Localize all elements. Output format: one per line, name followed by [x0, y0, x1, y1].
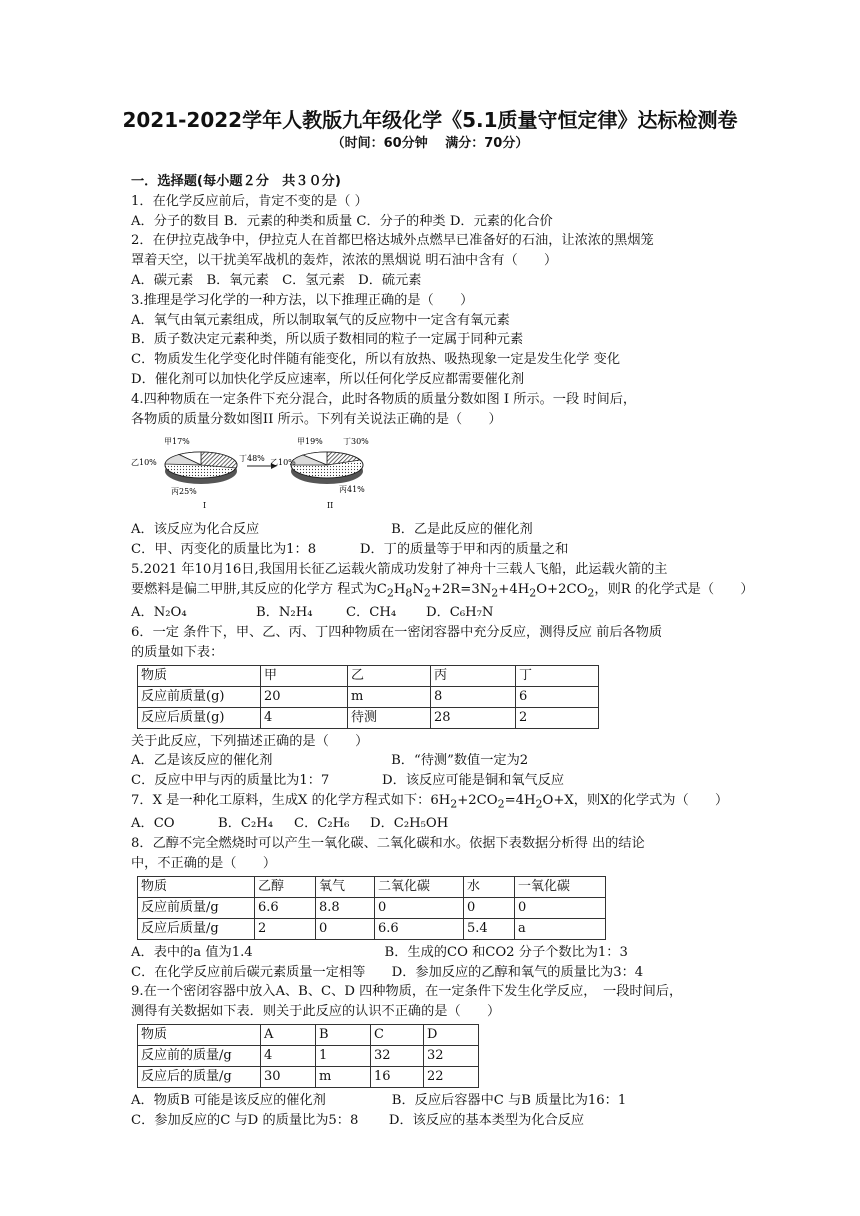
table-cell: 2	[516, 707, 599, 728]
table-cell: 甲	[261, 665, 348, 686]
q7-equation: $6H_2+2CO_2=4H_2O+X$	[430, 792, 574, 811]
table-cell: 物质	[138, 1024, 261, 1045]
table-row	[138, 1045, 479, 1066]
q9-options-ab: A．物质B 可能是该反应的催化剂 B．反应后容器中C 与B 质量比为16：1	[131, 1092, 627, 1108]
q4-line1: 4.四种物质在一定条件下充分混合，此时各物质的质量分数如图 I 所示。一段 时间后，	[131, 391, 637, 407]
q9-table	[137, 1024, 479, 1088]
q9-options-cd: C．参加反应的C 与D 的质量比为5：8 D．该反应的基本类型为化合反应	[131, 1112, 585, 1128]
table-cell: 16	[371, 1066, 424, 1087]
table-cell: 4	[261, 1045, 316, 1066]
table-cell: 0	[515, 897, 606, 918]
table-cell: 32	[371, 1045, 424, 1066]
table-cell: 物质	[138, 876, 255, 897]
q1-options: A．分子的数目 B．元素的种类和质量 C．分子的种类 D．元素的化合价	[131, 213, 553, 229]
q7-options	[131, 814, 731, 834]
q4-pie-svg	[131, 432, 391, 512]
table-cell: 反应前质量/g	[138, 897, 255, 918]
q6-options-ab: A．乙是该反应的催化剂 B．“待测”数值一定为2	[131, 753, 529, 769]
table-cell: 反应后质量/g	[138, 918, 255, 939]
q3-option-d: D．催化剂可以加快化学反应速率，所以任何化学反应都需要催化剂	[131, 371, 525, 387]
q1-stem: 1．在化学反应前后，肯定不变的是（ ）	[131, 193, 368, 209]
table-cell: 0	[316, 918, 375, 939]
q8-options-cd: C．在化学反应前后碳元素质量一定相等 D．参加反应的乙醇和氧气的质量比为3：4	[131, 964, 644, 980]
pie-chart-I	[131, 437, 265, 510]
fig1-label-jia: 甲17%	[164, 437, 190, 447]
table-cell: 5.4	[464, 918, 515, 939]
table-cell: 0	[375, 897, 464, 918]
table-cell: 30	[261, 1066, 316, 1087]
q7-line1-text: 7．X 是一种化工原料，生成X 的化学方程式如下：	[131, 792, 431, 808]
q5-line2-text: 要燃料是偏二甲肼,其反应的化学方 程式为	[131, 581, 377, 597]
q5-line2-tail: ，则R 的化学式是（ ）	[594, 581, 754, 597]
q4-options-cd: C．甲、丙变化的质量比为1：8 D．丁的质量等于甲和丙的质量之和	[131, 542, 569, 558]
table-cell: C	[371, 1024, 424, 1045]
q5-option-d: D．C₆H₇N	[426, 605, 494, 621]
fig1-label-ding: 丁48%	[239, 454, 265, 464]
table-cell: 1	[316, 1045, 371, 1066]
table-row	[138, 707, 599, 728]
q7-line1	[131, 791, 731, 814]
table-cell: 丙	[431, 665, 516, 686]
table-cell: B	[316, 1024, 371, 1045]
q5-options	[131, 603, 731, 623]
table-cell: m	[316, 1066, 371, 1087]
q4-line2: 各物质的质量分数如图II 所示。下列有关说法正确的是（ ）	[131, 411, 502, 427]
q7-line1-tail: ，则X的化学式为（ ）	[573, 792, 729, 808]
table-cell: 一氧化碳	[515, 876, 606, 897]
fig1-label-bing: 丙25%	[171, 487, 197, 497]
table-cell: A	[261, 1024, 316, 1045]
fig2-label-bing: 丙41%	[339, 485, 365, 495]
q5-option-a: A．N₂O₄	[131, 605, 187, 621]
table-cell: 2	[255, 918, 316, 939]
table-cell: 22	[424, 1066, 479, 1087]
q8-table	[137, 876, 606, 940]
table-cell: 反应前质量(g)	[138, 686, 261, 707]
table-cell: 反应后质量(g)	[138, 707, 261, 728]
q6-table	[137, 665, 599, 729]
fig1-name: I	[203, 501, 207, 511]
q6-after: 关于此反应，下列描述正确的是（ ）	[131, 733, 369, 749]
q5-option-c: C．CH₄	[346, 605, 397, 621]
fig2-label-ding: 丁30%	[343, 437, 369, 447]
fig2-name: II	[327, 501, 334, 511]
table-row	[138, 918, 606, 939]
q5-equation: $C_2H_8N_2+2R=3N_2+4H_2O+2CO_2$	[376, 581, 595, 600]
table-cell: 反应后的质量/g	[138, 1066, 261, 1087]
table-cell: 水	[464, 876, 515, 897]
q2-line2: 罩着天空，以干扰美军战机的轰炸，浓浓的黑烟说 明石油中含有（ ）	[131, 253, 558, 269]
table-cell: 物质	[138, 665, 261, 686]
table-cell: 乙	[348, 665, 431, 686]
q6-line1: 6．一定 条件下，甲、乙、丙、丁四种物质在一密闭容器中充分反应，测得反应 前后各物质	[131, 624, 663, 640]
table-cell: 丁	[516, 665, 599, 686]
q7-option-d: D．C₂H₅OH	[370, 816, 449, 832]
table-cell: 28	[431, 707, 516, 728]
q3-option-b: B．质子数决定元素种类，所以质子数相同的粒子一定属于同种元素	[131, 332, 524, 348]
q6-options-cd: C．反应中甲与丙的质量比为1：7 D．该反应可能是铜和氧气反应	[131, 773, 565, 789]
table-cell: 8	[431, 686, 516, 707]
q7-option-a: A．CO	[131, 816, 175, 832]
q2-options: A．碳元素 B．氧元素 C．氢元素 D．硫元素	[131, 272, 422, 288]
table-row	[138, 1066, 479, 1087]
q3-stem: 3.推理是学习化学的一种方法，以下推理正确的是（ ）	[131, 292, 474, 308]
table-cell: 氧气	[316, 876, 375, 897]
table-cell: m	[348, 686, 431, 707]
pie-chart-II	[270, 437, 369, 510]
q8-options-ab: A．表中的a 值为1.4 B．生成的CO 和CO2 分子个数比为1：3	[131, 944, 628, 960]
q2-line1: 2．在伊拉克战争中，伊拉克人在首都巴格达城外点燃早已准备好的石油，让浓浓的黑烟笼	[131, 233, 654, 249]
table-cell: 4	[261, 707, 348, 728]
table-cell: 0	[464, 897, 515, 918]
table-cell: a	[515, 918, 606, 939]
q9-line2: 测得有关数据如下表．则关于此反应的认识不正确的是（ ）	[131, 1004, 501, 1020]
section-heading: 一．选择题(每小题２分 共３０分)	[131, 174, 341, 189]
table-row	[138, 1024, 479, 1045]
table-cell: 二氧化碳	[375, 876, 464, 897]
fig1-label-yi: 乙10%	[131, 458, 157, 468]
q7-option-b: B．C₂H₄	[218, 816, 274, 832]
q7-option-c: C．C₂H₆	[294, 816, 350, 832]
q4-pie-figures	[131, 432, 731, 512]
q3-option-c: C．物质发生化学变化时伴随有能变化，所以有放热、吸热现象一定是发生化学 变化	[131, 352, 621, 368]
q9-line1: 9.在一个密闭容器中放入A、B、C、D 四种物质，在一定条件下发生化学反应， 一段时间后，	[131, 984, 683, 1000]
table-cell: 6.6	[255, 897, 316, 918]
table-cell: D	[424, 1024, 479, 1045]
table-cell: 32	[424, 1045, 479, 1066]
q5-line1: 5.2021 年10月16日,我国用长征乙运载火箭成功发射了神舟十三载人飞船，此运载火箭的主	[131, 561, 668, 577]
q4-options-ab: A．该反应为化合反应 B．乙是此反应的催化剂	[131, 522, 533, 538]
exam-content	[131, 172, 754, 1131]
table-row	[138, 876, 606, 897]
table-cell: 20	[261, 686, 348, 707]
table-cell: 乙醇	[255, 876, 316, 897]
q6-line2: 的质量如下表：	[131, 644, 224, 660]
q3-option-a: A．氧气由氧元素组成，所以制取氧气的反应物中一定含有氧元素	[131, 312, 510, 328]
page-title: 2021-2022学年人教版九年级化学《5.1质量守恒定律》达标检测卷	[122, 108, 738, 132]
table-cell: 反应前的质量/g	[138, 1045, 261, 1066]
table-cell: 8.8	[316, 897, 375, 918]
q5-line2	[131, 580, 754, 603]
table-cell: 待测	[348, 707, 431, 728]
table-row	[138, 897, 606, 918]
q8-line1: 8．乙醇不完全燃烧时可以产生一氧化碳、二氧化碳和水。依据下表数据分析得 出的结论	[131, 836, 645, 852]
table-row	[138, 686, 599, 707]
page-subtitle: （时间：60分钟 满分：70分）	[331, 136, 529, 151]
table-cell: 6	[516, 686, 599, 707]
fig2-label-yi: 乙10%	[270, 458, 296, 468]
table-cell: 6.6	[375, 918, 464, 939]
fig2-label-jia: 甲19%	[297, 437, 323, 447]
q5-option-b: B．N₂H₄	[256, 605, 313, 621]
q8-line2: 中，不正确的是（ ）	[131, 856, 277, 871]
table-row	[138, 665, 599, 686]
